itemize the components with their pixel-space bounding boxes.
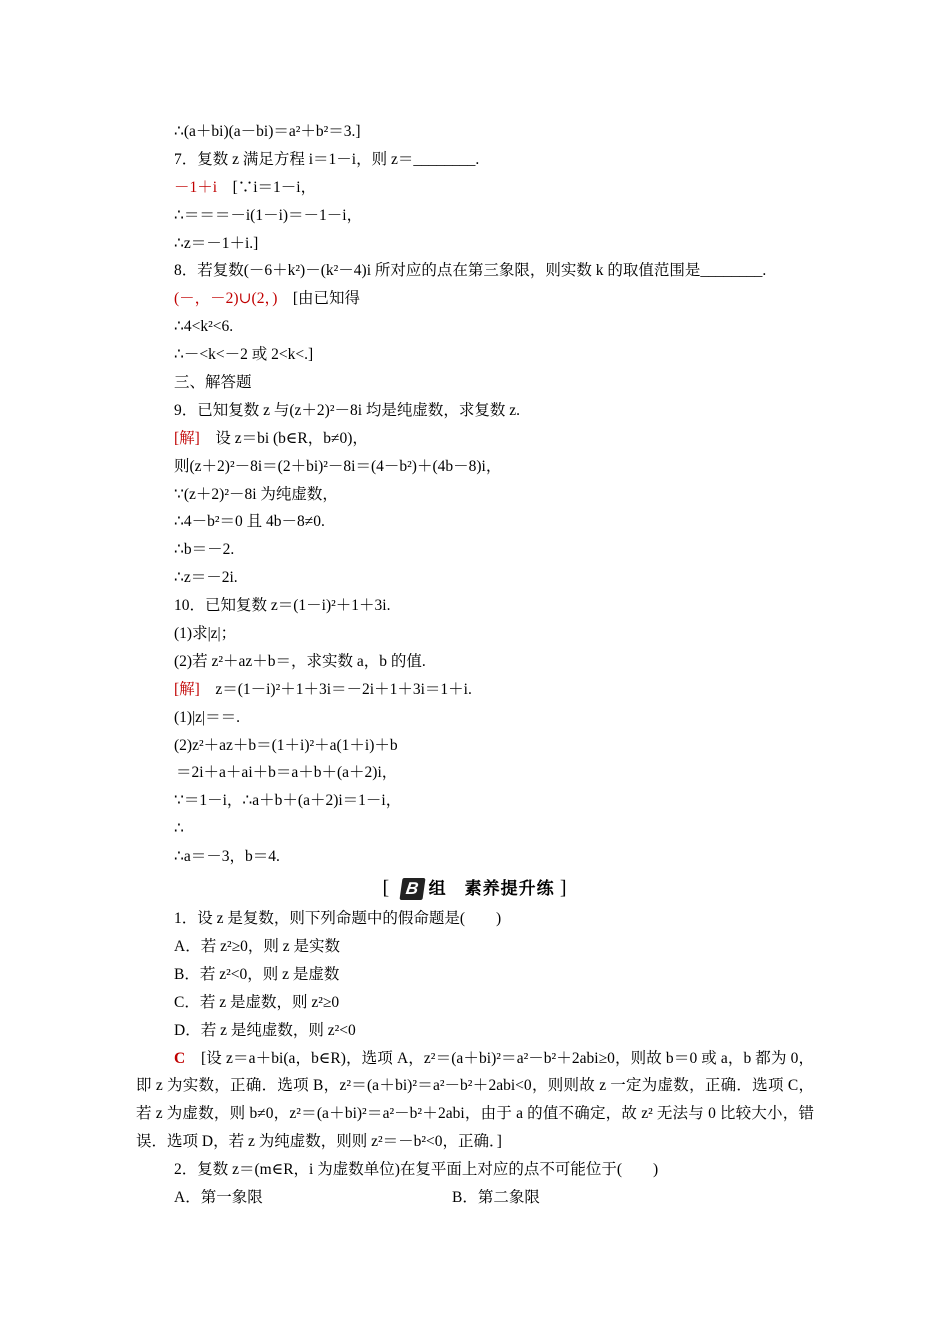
solution-10-label: [解] — [174, 680, 200, 698]
line-a0: ∴(a＋bi)(a－bi)＝a²＋b²＝3.] — [174, 123, 361, 140]
document-page — [0, 118, 950, 1212]
answer-8 — [0, 285, 950, 313]
line-a4: ∴z＝－1＋i.] — [174, 234, 259, 252]
question-10: 10．已知复数 z＝(1－i)²＋1＋3i. — [174, 597, 391, 615]
line-a16: ∴z＝－2i. — [174, 569, 238, 587]
question-b2-option-b: B．第二象限 — [452, 1189, 540, 1207]
answer-7-value: －1＋i — [174, 178, 218, 196]
section-b-logo: B — [400, 878, 426, 900]
line-a23: ＝2i＋a＋ai＋b＝a＋b＋(a＋2)i， — [176, 764, 398, 782]
line-a26: ∴a＝－3，b＝4. — [174, 848, 280, 866]
answer-b1-explanation — [0, 1045, 814, 1157]
solution-9-text: 设 z＝bi (b∈R，b≠0)， — [199, 429, 368, 447]
answer-7-explanation: [∵i＝1－i， — [217, 178, 317, 196]
question-b2: 2．复数 z＝(m∈R，i 为虚数单位)在复平面上对应的点不可能位于( ) — [174, 1161, 659, 1179]
option-c: C．若 z 是虚数，则 z²≥0 — [174, 993, 340, 1011]
line-a13: ∵(z＋2)²－8i 为纯虚数， — [174, 485, 338, 503]
answer-8-explanation: [由已知得 — [277, 290, 361, 308]
question-b1: 1．设 z 是复数，则下列命题中的假命题是( ) — [174, 910, 502, 928]
option-a: A．若 z²≥0，则 z 是实数 — [174, 937, 340, 955]
line-a25: ∴ — [174, 820, 184, 838]
line-a3: ∴＝＝＝－i(1－i)＝－1－i， — [174, 206, 363, 224]
line-a24: ∵＝1－i，∴a＋b＋(a＋2)i＝1－i， — [174, 792, 402, 810]
question-9: 9．已知复数 z 与(z＋2)²－8i 均是纯虚数，求复数 z. — [174, 401, 521, 419]
line-a14: ∴4－b²＝0 且 4b－8≠0. — [174, 513, 325, 531]
solution-9-label: [解] — [174, 429, 200, 447]
section-b-bracket-right: ] — [559, 877, 568, 900]
question-b2-option-a: A．第一象限 — [174, 1189, 263, 1207]
answer-b1-text: [设 z＝a＋bi(a，b∈R)，选项 A，z²＝(a＋bi)²＝a²－b²＋2abi≥0，则故 b＝0 或 a，b 都为 0，即 z 为实数，正确．选项 B，z²＝(a＋bi)²＝a²－b²＋2abi<0，则则故 z 一定为虚数，正确．选项 C，若 z 为虚数，则 b≠0，z²＝(a＋bi)²＝a²－b²＋2abi，由于 a 的值不确定，故 z² 无法与 0 比较大小，错误．选项 D，若 z 为纯虚数，则则 z²＝－b²<0，正确．] — [136, 1049, 814, 1151]
line-a22: (2)z²＋az＋b＝(1＋i)²＋a(1＋i)＋b — [174, 736, 398, 754]
solution-10-text: z＝(1－i)²＋1＋3i＝－2i＋1＋3i＝1＋i. — [199, 680, 472, 698]
question-10-part1: (1)求|z|； — [174, 625, 237, 643]
line-a21: (1)|z|＝＝. — [174, 708, 241, 726]
section-b-header — [0, 871, 950, 905]
section-b-title: 组 素养提升练 — [428, 879, 555, 899]
line-a12: 则(z＋2)²－8i＝(2＋bi)²－8i＝(4－b²)＋(4b－8)i， — [174, 457, 502, 475]
solution-9 — [0, 425, 950, 453]
question-10-part2: (2)若 z²＋az＋b＝，求实数 a，b 的值. — [174, 652, 426, 670]
line-a15: ∴b＝－2. — [174, 541, 235, 559]
question-8: 8．若复数(－6＋k²)－(k²－4)i 所对应的点在第三象限，则实数 k 的取值范围是________. — [174, 262, 767, 280]
question-7: 7．复数 z 满足方程 i＝1－i，则 z＝________. — [174, 150, 480, 168]
solution-10 — [0, 676, 950, 704]
answer-7 — [0, 174, 950, 202]
option-b: B．若 z²<0，则 z 是虚数 — [174, 965, 340, 983]
section-heading-3: 三、解答题 — [174, 374, 252, 392]
line-a7: ∴4<k²<6. — [174, 318, 234, 336]
line-a8: ∴－<k<－2 或 2<k<.] — [174, 346, 314, 364]
option-d: D．若 z 是纯虚数，则 z²<0 — [174, 1021, 356, 1039]
answer-b1-letter: C — [174, 1049, 186, 1067]
section-b-bracket-left: [ — [382, 877, 391, 900]
answer-8-value: (－，－2)∪(2，) — [174, 290, 278, 308]
question-b2-options — [0, 1184, 950, 1212]
